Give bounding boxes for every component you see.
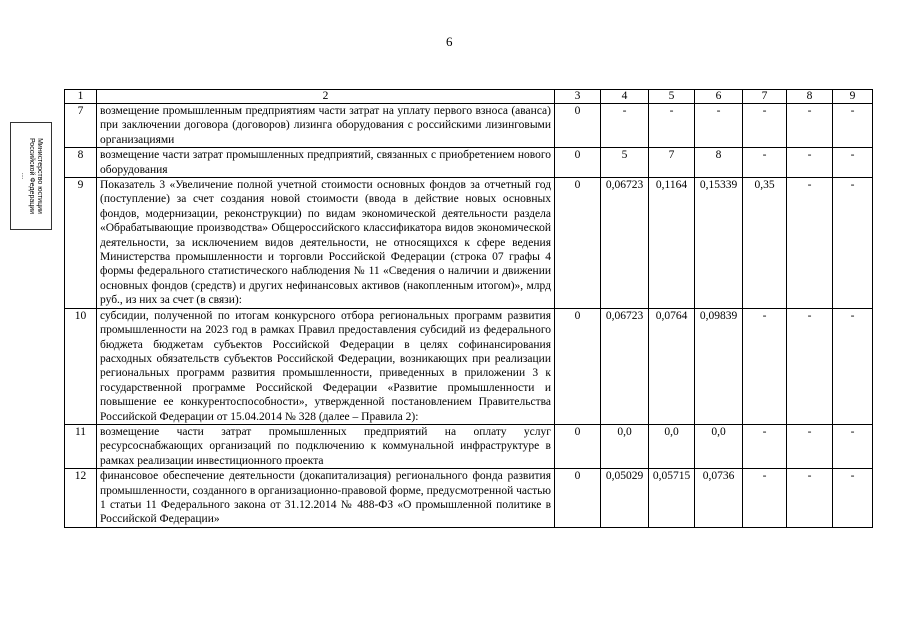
- value-cell: -: [787, 424, 833, 468]
- value-cell: -: [833, 148, 873, 178]
- row-number: 7: [65, 104, 97, 148]
- column-header: 2: [97, 90, 555, 104]
- table-row: [65, 469, 873, 528]
- value-cell: 0,09839: [695, 308, 743, 424]
- value-cell: 0,06723: [601, 308, 649, 424]
- row-number: 12: [65, 469, 97, 528]
- value-cell: -: [787, 469, 833, 528]
- table-row: [65, 148, 873, 178]
- value-cell: 0,35: [743, 178, 787, 309]
- value-cell: 0,1164: [649, 178, 695, 309]
- value-cell: -: [649, 104, 695, 148]
- value-cell: 0,15339: [695, 178, 743, 309]
- value-cell: 0,0764: [649, 308, 695, 424]
- value-cell: 0: [555, 469, 601, 528]
- value-cell: -: [833, 104, 873, 148]
- value-cell: 0: [555, 308, 601, 424]
- value-cell: -: [743, 424, 787, 468]
- value-cell: -: [833, 308, 873, 424]
- value-cell: 0: [555, 104, 601, 148]
- indicator-description: субсидии, полученной по итогам конкурсного отбора региональных программ развития промышленности на 2023 год в рамках Правил предоставления субсидий из федерального бюджета бюджетам субъектов Российской Федерации в целях софинансирования расходных обязательств субъектов Российской Федерации, возникающих при реализации региональных программ развития промышленности, приведенных в приложении 3 к государственной программе Российской Федерации «Развитие промышленности и повышение ее конкурентоспособности», утвержденной постановлением Правительства Российской Федерации от 15.04.2014 № 328 (далее – Правила 2):: [97, 308, 555, 424]
- column-header: 1: [65, 90, 97, 104]
- value-cell: 0,06723: [601, 178, 649, 309]
- table-row: [65, 424, 873, 468]
- value-cell: 0,0: [695, 424, 743, 468]
- value-cell: -: [743, 308, 787, 424]
- indicator-description: возмещение части затрат промышленных предприятий на оплату услуг ресурсоснабжающих организаций по подключению к коммунальной инфраструктуре в рамках реализации инвестиционного проекта: [97, 424, 555, 468]
- ministry-stamp: [10, 122, 52, 230]
- value-cell: 0: [555, 148, 601, 178]
- value-cell: 8: [695, 148, 743, 178]
- value-cell: -: [787, 308, 833, 424]
- value-cell: 0,05029: [601, 469, 649, 528]
- value-cell: -: [787, 148, 833, 178]
- value-cell: 0,0: [649, 424, 695, 468]
- column-header: 5: [649, 90, 695, 104]
- table-row: [65, 104, 873, 148]
- column-header: 3: [555, 90, 601, 104]
- table-header-row: [65, 90, 873, 104]
- value-cell: -: [695, 104, 743, 148]
- column-header: 8: [787, 90, 833, 104]
- value-cell: 0,0: [601, 424, 649, 468]
- value-cell: 0,0736: [695, 469, 743, 528]
- value-cell: -: [743, 469, 787, 528]
- page-number: 6: [446, 34, 453, 49]
- value-cell: -: [743, 148, 787, 178]
- value-cell: -: [601, 104, 649, 148]
- indicator-description: финансовое обеспечение деятельности (докапитализация) регионального фонда развития промышленности, созданного в организационно-правовой форме, предусмотренной частью 1 статьи 11 Федерального закона от 31.12.2014 № 488-ФЗ «О промышленной политике в Российской Федерации»: [97, 469, 555, 528]
- row-number: 10: [65, 308, 97, 424]
- column-header: 6: [695, 90, 743, 104]
- stamp-line: …: [20, 172, 27, 180]
- value-cell: -: [787, 104, 833, 148]
- column-header: 4: [601, 90, 649, 104]
- column-header: 7: [743, 90, 787, 104]
- value-cell: -: [787, 178, 833, 309]
- row-number: 9: [65, 178, 97, 309]
- stamp-line: Российской Федерации: [28, 137, 35, 215]
- indicator-description: возмещение части затрат промышленных предприятий, связанных с приобретением нового оборудования: [97, 148, 555, 178]
- row-number: 11: [65, 424, 97, 468]
- indicator-description: возмещение промышленным предприятиям части затрат на уплату первого взноса (аванса) при заключении договора (договоров) лизинга оборудования с российскими лизинговыми организациями: [97, 104, 555, 148]
- row-number: 8: [65, 148, 97, 178]
- value-cell: 0,05715: [649, 469, 695, 528]
- stamp-text: [19, 124, 43, 228]
- column-header: 9: [833, 90, 873, 104]
- indicator-table: [64, 89, 873, 528]
- value-cell: 5: [601, 148, 649, 178]
- indicator-description: Показатель 3 «Увеличение полной учетной стоимости основных фондов за отчетный год (поступление) за счет создания новой стоимости (ввода в действие новых основных фондов, модернизации, реконструкции) по видам экономической деятельности раздела «Обрабатывающие производства» Общероссийского классификатора видов экономической деятельности, за исключением видов деятельности, не относящихся к сфере ведения Министерства промышленности и торговли Российской Федерации (строка 07 графы 4 формы федерального статистического наблюдения № 11 «Сведения о наличии и движении основных фондов (средств) и других нефинансовых активов (накопленным итогом)», млрд руб., из них за счет (в связи):: [97, 178, 555, 309]
- value-cell: -: [833, 424, 873, 468]
- value-cell: -: [743, 104, 787, 148]
- stamp-line: Министерство юстиции: [36, 138, 43, 214]
- table-row: [65, 178, 873, 309]
- value-cell: 0: [555, 178, 601, 309]
- value-cell: 0: [555, 424, 601, 468]
- value-cell: 7: [649, 148, 695, 178]
- table-row: [65, 308, 873, 424]
- value-cell: -: [833, 469, 873, 528]
- value-cell: -: [833, 178, 873, 309]
